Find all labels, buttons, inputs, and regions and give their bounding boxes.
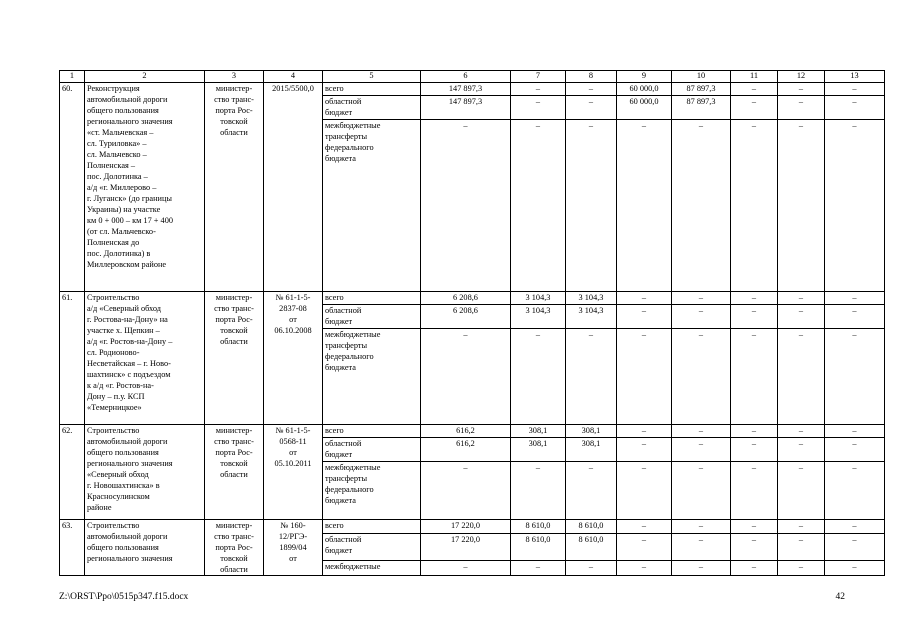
amount-cell: – [778,292,825,305]
column-number: 12 [778,71,825,83]
amount-cell: – [825,438,885,462]
amount-cell: – [731,462,778,520]
amount-cell: – [731,534,778,560]
amount-cell: – [778,329,825,425]
amount-cell: – [778,425,825,438]
amount-cell: – [825,96,885,120]
amount-cell: – [617,120,672,292]
amount-cell: – [617,438,672,462]
amount-cell: – [566,120,617,292]
amount-cell: – [617,305,672,329]
row-number: 63. [60,520,85,576]
column-number: 1 [60,71,85,83]
row-number: 61. [60,292,85,425]
amount-cell: – [825,560,885,575]
amount-cell: 8 610,0 [566,534,617,560]
row-number: 60. [60,83,85,292]
amount-cell: – [825,425,885,438]
funding-source: областной бюджет [323,96,421,120]
amount-cell: – [672,329,731,425]
amount-cell: – [825,534,885,560]
amount-cell: – [731,292,778,305]
amount-cell: – [511,560,566,575]
amount-cell: 60 000,0 [617,96,672,120]
amount-cell: – [672,292,731,305]
project-name: Строительство а/д «Северный обход г. Ростова-на-Дону» на участке х. Щепкин – а/д «г. Ростов-на-Дону – сл. Родионово- Несветайская – г. Ново- шахтинск» с подъездом к а/д «г. Ростов-на- Дону – п.у. КСП «Темерницкое» [85,292,205,425]
amount-cell: 308,1 [566,425,617,438]
document-page [59,70,859,576]
funding-source: межбюджетные [323,560,421,575]
column-number: 11 [731,71,778,83]
amount-cell: 616,2 [421,438,511,462]
amount-cell: – [778,520,825,534]
column-number: 7 [511,71,566,83]
document-ref: № 61-1-5- 2837-08 от 06.10.2008 [264,292,323,425]
amount-cell: – [617,292,672,305]
page-number: 42 [835,592,845,602]
funding-source: всего [323,83,421,96]
amount-cell: 17 220,0 [421,520,511,534]
amount-cell: 147 897,3 [421,96,511,120]
amount-cell: – [672,520,731,534]
amount-cell: – [825,462,885,520]
amount-cell: – [778,560,825,575]
amount-cell: – [825,120,885,292]
funding-source: всего [323,292,421,305]
amount-cell: – [672,425,731,438]
column-number: 4 [264,71,323,83]
amount-cell: – [731,425,778,438]
amount-cell: – [672,120,731,292]
amount-cell: 17 220,0 [421,534,511,560]
amount-cell: – [566,462,617,520]
funding-source: всего [323,425,421,438]
amount-cell: 3 104,3 [511,305,566,329]
amount-cell: 87 897,3 [672,96,731,120]
amount-cell: – [617,534,672,560]
amount-cell: – [617,462,672,520]
column-number: 5 [323,71,421,83]
column-number: 6 [421,71,511,83]
responsible-org: министер- ство транс- порта Рос- товской области [205,83,264,292]
amount-cell: 3 104,3 [566,305,617,329]
amount-cell: – [511,462,566,520]
table-row [60,520,885,534]
amount-cell: – [617,425,672,438]
amount-cell: 616,2 [421,425,511,438]
amount-cell: – [672,560,731,575]
amount-cell: – [731,520,778,534]
amount-cell: – [825,305,885,329]
amount-cell: – [731,120,778,292]
amount-cell: 8 610,0 [511,534,566,560]
amount-cell: 87 897,3 [672,83,731,96]
amount-cell: – [672,462,731,520]
amount-cell: – [731,83,778,96]
responsible-org: министер- ство транс- порта Рос- товской области [205,425,264,520]
responsible-org: министер- ство транс- порта Рос- товской области [205,520,264,576]
column-number-row [60,71,885,83]
amount-cell: 6 208,6 [421,292,511,305]
funding-source: межбюджетные трансферты федерального бюджета [323,329,421,425]
amount-cell: 60 000,0 [617,83,672,96]
responsible-org: министер- ство транс- порта Рос- товской области [205,292,264,425]
amount-cell: – [825,520,885,534]
amount-cell: – [566,560,617,575]
document-ref: № 61-1-5- 0568-11 от 05.10.2011 [264,425,323,520]
table-row [60,292,885,305]
amount-cell: – [672,534,731,560]
funding-source: всего [323,520,421,534]
amount-cell: – [731,96,778,120]
amount-cell: 308,1 [566,438,617,462]
document-ref: № 160- 12/РГЭ- 1899/04 от [264,520,323,576]
amount-cell: – [778,96,825,120]
amount-cell: 147 897,3 [421,83,511,96]
column-number: 10 [672,71,731,83]
project-name: Строительство автомобильной дороги общего пользования регионального значения «Северный обход г. Новошахтинска» в Красносулинском районе [85,425,205,520]
table-row [60,83,885,96]
amount-cell: – [511,329,566,425]
amount-cell: – [825,83,885,96]
amount-cell: – [825,292,885,305]
amount-cell: – [778,83,825,96]
amount-cell: – [511,120,566,292]
amount-cell: – [617,329,672,425]
amount-cell: – [566,96,617,120]
amount-cell: – [421,560,511,575]
amount-cell: – [617,520,672,534]
amount-cell: 6 208,6 [421,305,511,329]
amount-cell: – [731,438,778,462]
amount-cell: – [778,120,825,292]
table-row [60,425,885,438]
funding-source: областной бюджет [323,305,421,329]
column-number: 13 [825,71,885,83]
amount-cell: – [825,329,885,425]
amount-cell: – [421,120,511,292]
amount-cell: 8 610,0 [511,520,566,534]
amount-cell: 308,1 [511,425,566,438]
funding-source: межбюджетные трансферты федерального бюджета [323,462,421,520]
row-number: 62. [60,425,85,520]
amount-cell: 3 104,3 [566,292,617,305]
amount-cell: – [731,560,778,575]
amount-cell: – [672,438,731,462]
amount-cell: – [566,329,617,425]
amount-cell: – [731,329,778,425]
project-name: Реконструкция автомобильной дороги общего пользования регионального значения «ст. Мальчевская – сл. Туриловка» – сл. Мальчевско – Полненская – пос. Долотинка – а/д «г. Миллерово – г. Луганск» (до границы Украины) на участке км 0 + 000 – км 17 + 400 (от сл. Мальчевско- Полненская до пос. Долотинка) в Миллеровском районе [85,83,205,292]
amount-cell: – [617,560,672,575]
program-table [59,70,885,576]
amount-cell: – [421,462,511,520]
amount-cell: – [778,305,825,329]
amount-cell: – [778,534,825,560]
file-path: Z:\ORST\Ppo\0515p347.f15.docx [59,592,189,602]
amount-cell: – [511,83,566,96]
column-number: 8 [566,71,617,83]
amount-cell: 3 104,3 [511,292,566,305]
column-number: 3 [205,71,264,83]
amount-cell: – [672,305,731,329]
amount-cell: – [778,462,825,520]
amount-cell: – [511,96,566,120]
amount-cell: 308,1 [511,438,566,462]
amount-cell: – [566,83,617,96]
document-ref: 2015/5500,0 [264,83,323,292]
amount-cell: 8 610,0 [566,520,617,534]
column-number: 9 [617,71,672,83]
funding-source: межбюджетные трансферты федерального бюджета [323,120,421,292]
column-number: 2 [85,71,205,83]
funding-source: областной бюджет [323,438,421,462]
amount-cell: – [731,305,778,329]
project-name: Строительство автомобильной дороги общего пользования регионального значения [85,520,205,576]
funding-source: областной бюджет [323,534,421,560]
amount-cell: – [421,329,511,425]
amount-cell: – [778,438,825,462]
